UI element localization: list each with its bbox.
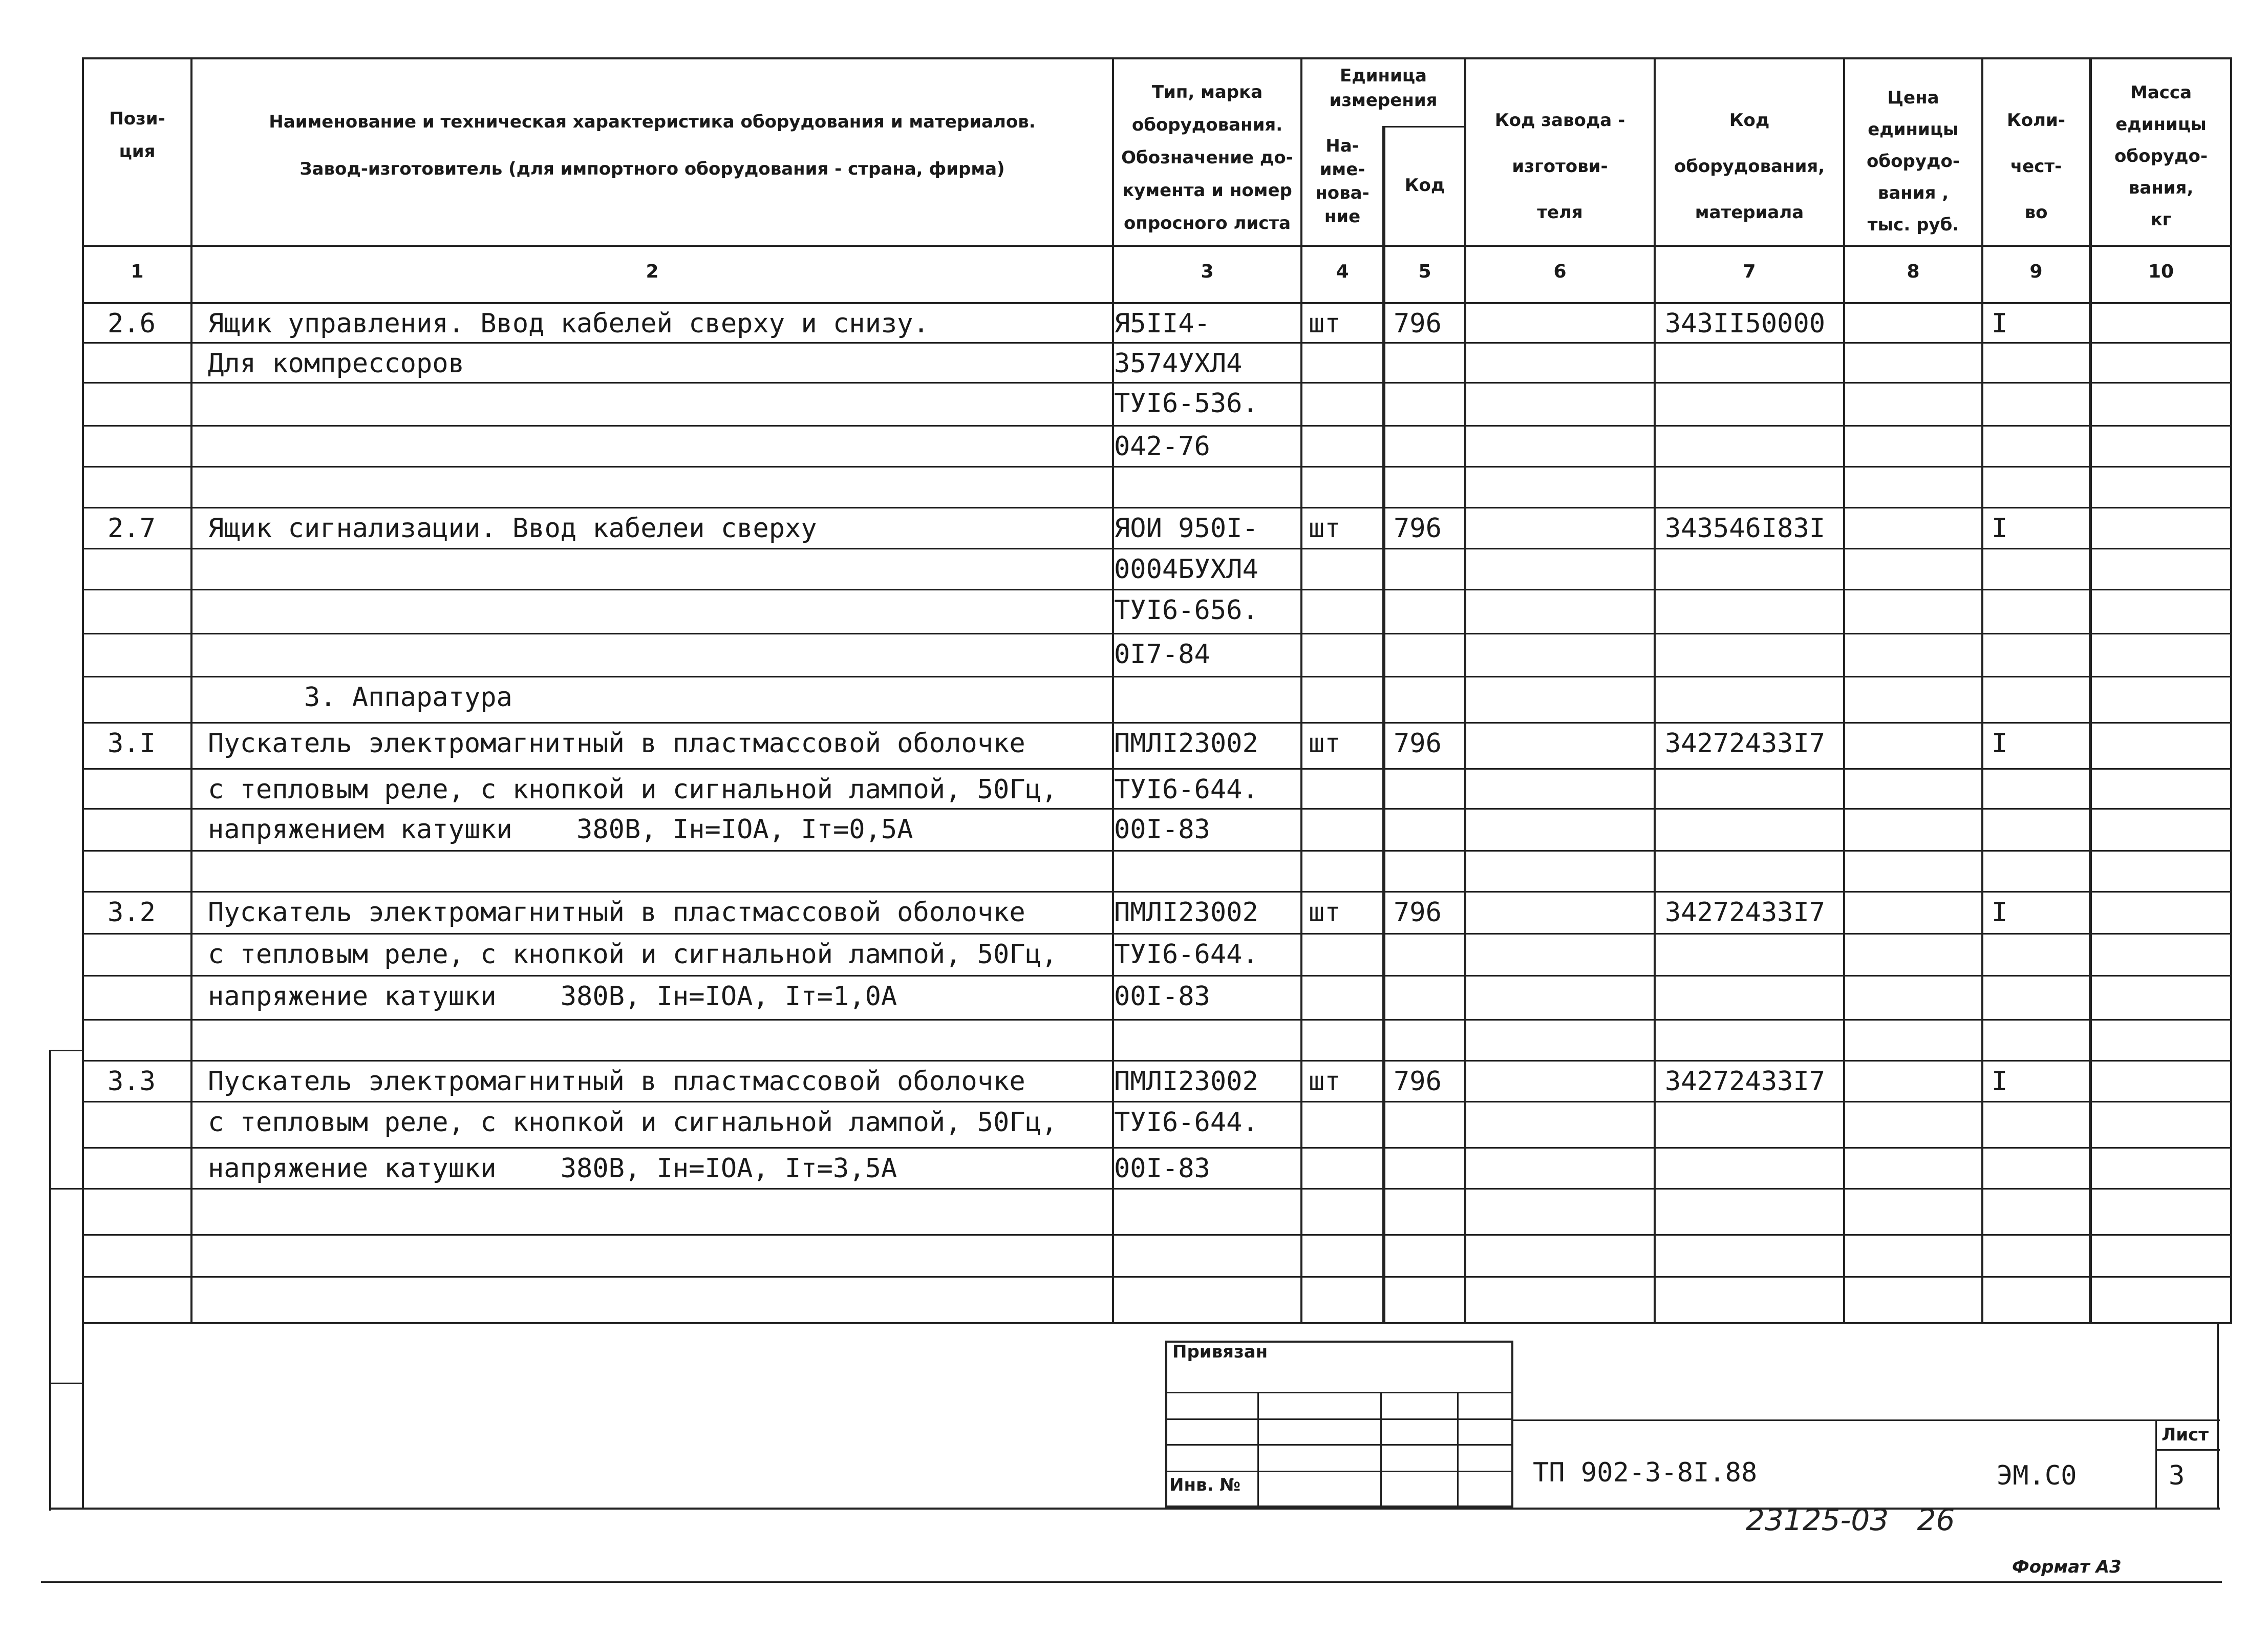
column-number: 10 bbox=[2148, 261, 2174, 282]
row-cell-pos: 2.7 bbox=[108, 513, 156, 544]
header-quantity: Коли- bbox=[2007, 110, 2065, 131]
handwritten-number: 23125-03 26 bbox=[1746, 1502, 1955, 1537]
row-cell-code: 796 bbox=[1394, 308, 1442, 339]
row-cell-qty: I bbox=[1992, 897, 2008, 928]
row-cell-unit: шт bbox=[1309, 308, 1341, 339]
row-cell-mat: 34272433I7 bbox=[1665, 1066, 1826, 1097]
header-name: Наименование и техническая характеристика оборудования и материалов. bbox=[269, 112, 1036, 132]
row-cell-name: напряжение катушки 380В, Iн=IOA, Iт=3,5А bbox=[208, 1153, 897, 1184]
column-number: 3 bbox=[1201, 261, 1214, 282]
column-number: 4 bbox=[1336, 261, 1349, 282]
row-cell-type: ТУI6-644. bbox=[1114, 774, 1258, 805]
column-number: 9 bbox=[2029, 261, 2043, 282]
row-cell-type: ТУI6-656. bbox=[1114, 595, 1258, 626]
column-number: 7 bbox=[1743, 261, 1756, 282]
row-cell-type: 00I-83 bbox=[1114, 981, 1210, 1012]
sheet-label: Лист bbox=[2162, 1425, 2209, 1445]
row-cell-name: Пускатель электромагнитный в пластмассовой оболочке bbox=[208, 897, 1025, 928]
row-cell-mat: 34272433I7 bbox=[1665, 897, 1826, 928]
format-label: Формат А3 bbox=[2012, 1557, 2122, 1577]
row-cell-name: Пускатель электромагнитный в пластмассовой оболочке bbox=[208, 1066, 1025, 1097]
row-cell-code: 796 bbox=[1394, 513, 1442, 544]
row-cell-type: Я5II4- bbox=[1114, 308, 1210, 339]
row-cell-qty: I bbox=[1992, 308, 2008, 339]
row-cell-type: ТУI6-536. bbox=[1114, 388, 1258, 419]
row-cell-pos: 3.2 bbox=[108, 897, 156, 928]
row-cell-name: Ящик сигнализации. Ввод кабелеи сверху bbox=[208, 513, 817, 544]
row-cell-type: ПМЛI23002 bbox=[1114, 1066, 1258, 1097]
document-code: ТП 902-3-8I.88 bbox=[1533, 1457, 1758, 1488]
row-cell-type: 0I7-84 bbox=[1114, 639, 1210, 670]
row-cell-pos: 2.6 bbox=[108, 308, 156, 339]
row-cell-mat: 34272433I7 bbox=[1665, 728, 1826, 759]
row-cell-type: 00I-83 bbox=[1114, 1153, 1210, 1184]
header-position: Пози- bbox=[109, 109, 165, 129]
header-mass: Масса bbox=[2130, 82, 2192, 103]
row-cell-unit: шт bbox=[1309, 728, 1341, 759]
row-cell-qty: I bbox=[1992, 513, 2008, 544]
row-cell-mat: 343II50000 bbox=[1665, 308, 1826, 339]
row-cell-name: Пускатель электромагнитный в пластмассовой оболочке bbox=[208, 728, 1025, 759]
row-cell-unit: шт bbox=[1309, 1066, 1341, 1097]
row-cell-name: с тепловым реле, с кнопкой и сигнальной лампой, 50Гц, bbox=[208, 1107, 1058, 1138]
row-cell-unit: шт bbox=[1309, 897, 1341, 928]
row-cell-type: 00I-83 bbox=[1114, 814, 1210, 845]
row-cell-type: ТУI6-644. bbox=[1114, 1107, 1258, 1138]
row-cell-pos: 3.3 bbox=[108, 1066, 156, 1097]
column-number: 5 bbox=[1418, 261, 1431, 282]
header-type: Тип, марка bbox=[1151, 82, 1263, 102]
row-cell-name: напряжением катушки 380В, Iн=IOA, Iт=0,5А bbox=[208, 814, 913, 845]
row-cell-code: 796 bbox=[1394, 897, 1442, 928]
column-number: 6 bbox=[1553, 261, 1567, 282]
row-cell-name: с тепловым реле, с кнопкой и сигнальной лампой, 50Гц, bbox=[208, 774, 1058, 805]
sheet-number: 3 bbox=[2169, 1460, 2185, 1491]
row-cell-name: 3. Аппаратура bbox=[208, 682, 512, 713]
row-cell-type: ПМЛI23002 bbox=[1114, 897, 1258, 928]
row-cell-mat: 343546I83I bbox=[1665, 513, 1826, 544]
row-cell-unit: шт bbox=[1309, 513, 1341, 544]
row-cell-type: ПМЛI23002 bbox=[1114, 728, 1258, 759]
row-cell-type: 042-76 bbox=[1114, 431, 1210, 462]
row-cell-name: Для компрессоров bbox=[208, 348, 464, 379]
row-cell-name: Ящик управления. Ввод кабелей сверху и снизу. bbox=[208, 308, 929, 339]
row-cell-pos: 3.I bbox=[108, 728, 156, 759]
row-cell-type: 3574УХЛ4 bbox=[1114, 348, 1243, 379]
column-number: 8 bbox=[1907, 261, 1920, 282]
row-cell-code: 796 bbox=[1394, 728, 1442, 759]
row-cell-type: 0004БУХЛ4 bbox=[1114, 554, 1258, 585]
row-cell-code: 796 bbox=[1394, 1066, 1442, 1097]
row-cell-name: напряжение катушки 380В, Iн=IOA, Iт=1,0А bbox=[208, 981, 897, 1012]
row-cell-qty: I bbox=[1992, 1066, 2008, 1097]
header-price: Цена bbox=[1887, 88, 1939, 108]
header-factory-code: Код завода - bbox=[1494, 110, 1625, 131]
tied-label: Привязан bbox=[1172, 1342, 1268, 1362]
header-unit-name: На- bbox=[1325, 136, 1359, 156]
header-unit-group: Единица bbox=[1340, 66, 1427, 86]
row-cell-name: с тепловым реле, с кнопкой и сигнальной лампой, 50Гц, bbox=[208, 939, 1058, 970]
row-cell-type: ЯОИ 950I- bbox=[1114, 513, 1258, 544]
header-unit-code: Код bbox=[1404, 175, 1445, 196]
header-equipment-code: Код bbox=[1729, 110, 1770, 131]
row-cell-type: ТУI6-644. bbox=[1114, 939, 1258, 970]
column-number: 1 bbox=[131, 261, 144, 282]
inventory-label: Инв. № bbox=[1169, 1475, 1241, 1495]
row-cell-qty: I bbox=[1992, 728, 2008, 759]
column-number: 2 bbox=[646, 261, 659, 282]
section-code: ЭМ.С0 bbox=[1997, 1460, 2077, 1491]
